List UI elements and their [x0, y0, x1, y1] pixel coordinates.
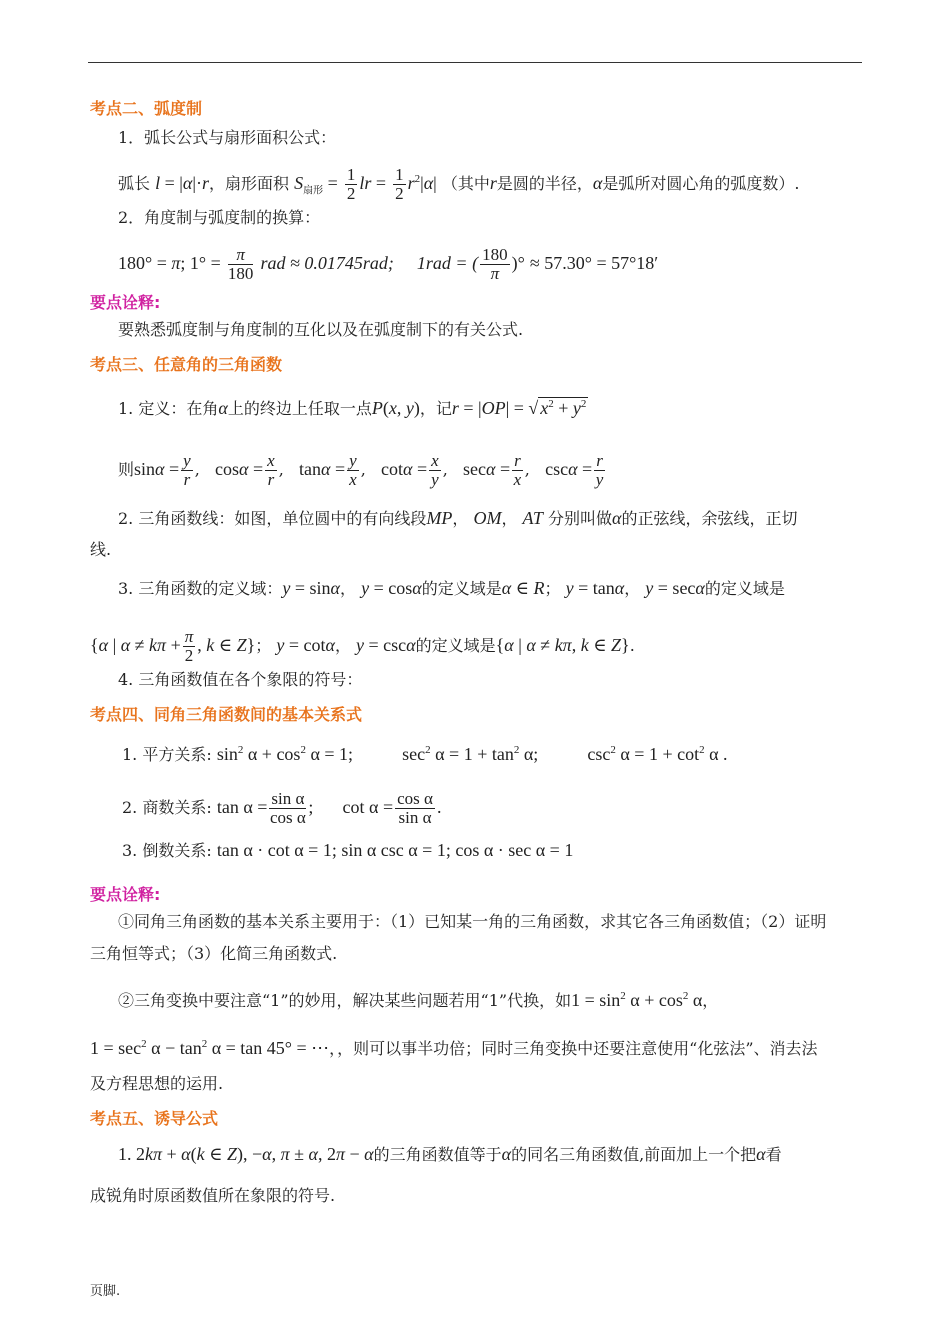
definition-line: 1. 定义：在角α上的终边上任取一点P(x, y)，记r = |OP| = √ $x^2 + y^2$ — [118, 398, 587, 418]
section-heading-radian: 考点二、弧度制 — [90, 99, 203, 118]
note-p2a: ②三角变换中要注意“1”的妙用，解决某些问题若用“1”代换，如$1 = \sin^2 \alpha + \cos^2 \alpha$， — [118, 990, 719, 1010]
note-p2c: 及方程思想的运用. — [90, 1074, 224, 1093]
note-p2b: $1 = \sec^2 \alpha - \tan^2 \alpha = \tan 45^\circ$ = ⋯，，则可以事半功倍；同时三角变换中还要注意使用“化弦法”、消去法 — [90, 1038, 818, 1058]
section-heading-trig: 考点三、任意角的三角函数 — [90, 355, 283, 374]
note-p1b: 三角恒等式；（3）化简三角函数式. — [90, 944, 338, 963]
reciprocal-relation: 3. 倒数关系: tan α · cot α = 1; sin α csc α = 1; cos α · sec α = 1 — [122, 840, 574, 860]
note-label-2: 要点诠释: — [90, 885, 161, 904]
note-p1a: ①同角三角函数的基本关系主要用于：（1）已知某一角的三角函数，求其它各三角函数值；（2）证明 — [118, 912, 827, 931]
square-relation: 1. 平方关系: $\sin^2 \alpha + \cos^2 \alpha = 1$; $\sec^2 \alpha = 1 + \tan^2 \alpha$; $\csc^2 \alpha = 1 + \cot^2 \alpha$ . — [122, 744, 728, 764]
trig-lines-cont: 线. — [90, 540, 112, 559]
s3-item4: 4. 三角函数值在各个象限的符号： — [118, 670, 363, 689]
note-label: 要点诠释: — [90, 293, 161, 312]
trig-lines-text: 2. 三角函数线：如图，单位圆中的有向线段MP， OM， AT 分别叫做α的正弦线，余弦线，正切 — [118, 508, 798, 528]
domain-set-line: {α | α ≠ kπ + $\frac{\pi}{2}$ , k ∈ Z}； y = cotα， y = cscα的定义域是{α | α ≠ kπ, k ∈ Z}. — [90, 627, 635, 665]
section-heading-induction: 考点五、诱导公式 — [90, 1109, 219, 1128]
s2-note-text: 要熟悉弧度制与角度制的互化以及在弧度制下的有关公式. — [118, 320, 524, 339]
induction-line: 1. 2kπ + α(k ∈ Z), −α, π ± α, 2π − α的三角函数值等于α的同名三角函数值,前面加上一个把α看 — [118, 1144, 782, 1164]
definition-formulas: 则sinα = $\frac{y}{r}$ , cosα = $\frac{x}{r}$ , tanα = $\frac{y}{x}$ , cotα = $\frac{x}{y}$ , secα = $\frac{r}{x}$ , cscα = $\frac{r}{y}$ — [118, 451, 604, 489]
section-heading-identities: 考点四、同角三角函数间的基本关系式 — [90, 705, 363, 724]
induction-line-2: 成锐角时原函数值所在象限的符号. — [90, 1186, 336, 1205]
domain-line: 3. 三角函数的定义域：y = sinα， y = cosα的定义域是α ∈ R； y = tanα， y = secα的定义域是 — [118, 578, 785, 598]
quotient-relation: 2. 商数关系: tan α = $\frac{\text{sin α}}{\text{cos α}}$ ; cot α = $\frac{\text{cos α}}{\text{sin α}}$ . — [122, 789, 442, 827]
conversion-line: 180° = π; 1° = $\frac{\pi}{180}$ rad ≈ 0.01745rad; 1rad = ( $\frac{180}{\pi}$ )° ≈ 57.30° = 57°18′ — [118, 245, 659, 283]
page-footer: 页脚. — [90, 1284, 121, 1299]
s2-item1: 1．弧长公式与扇形面积公式： — [118, 128, 337, 147]
header-rule — [88, 62, 862, 63]
s2-item2: 2．角度制与弧度制的换算： — [118, 208, 321, 227]
arc-formula-line: 弧长 l = |α|·r，扇形面积 $S_{扇形}$ = $\frac{1}{2}$ lr = $\frac{1}{2}$ $r^2|\alpha|$ （其中r是圆的半径，α是弧所对圆心角的弧度数）. — [118, 165, 800, 203]
